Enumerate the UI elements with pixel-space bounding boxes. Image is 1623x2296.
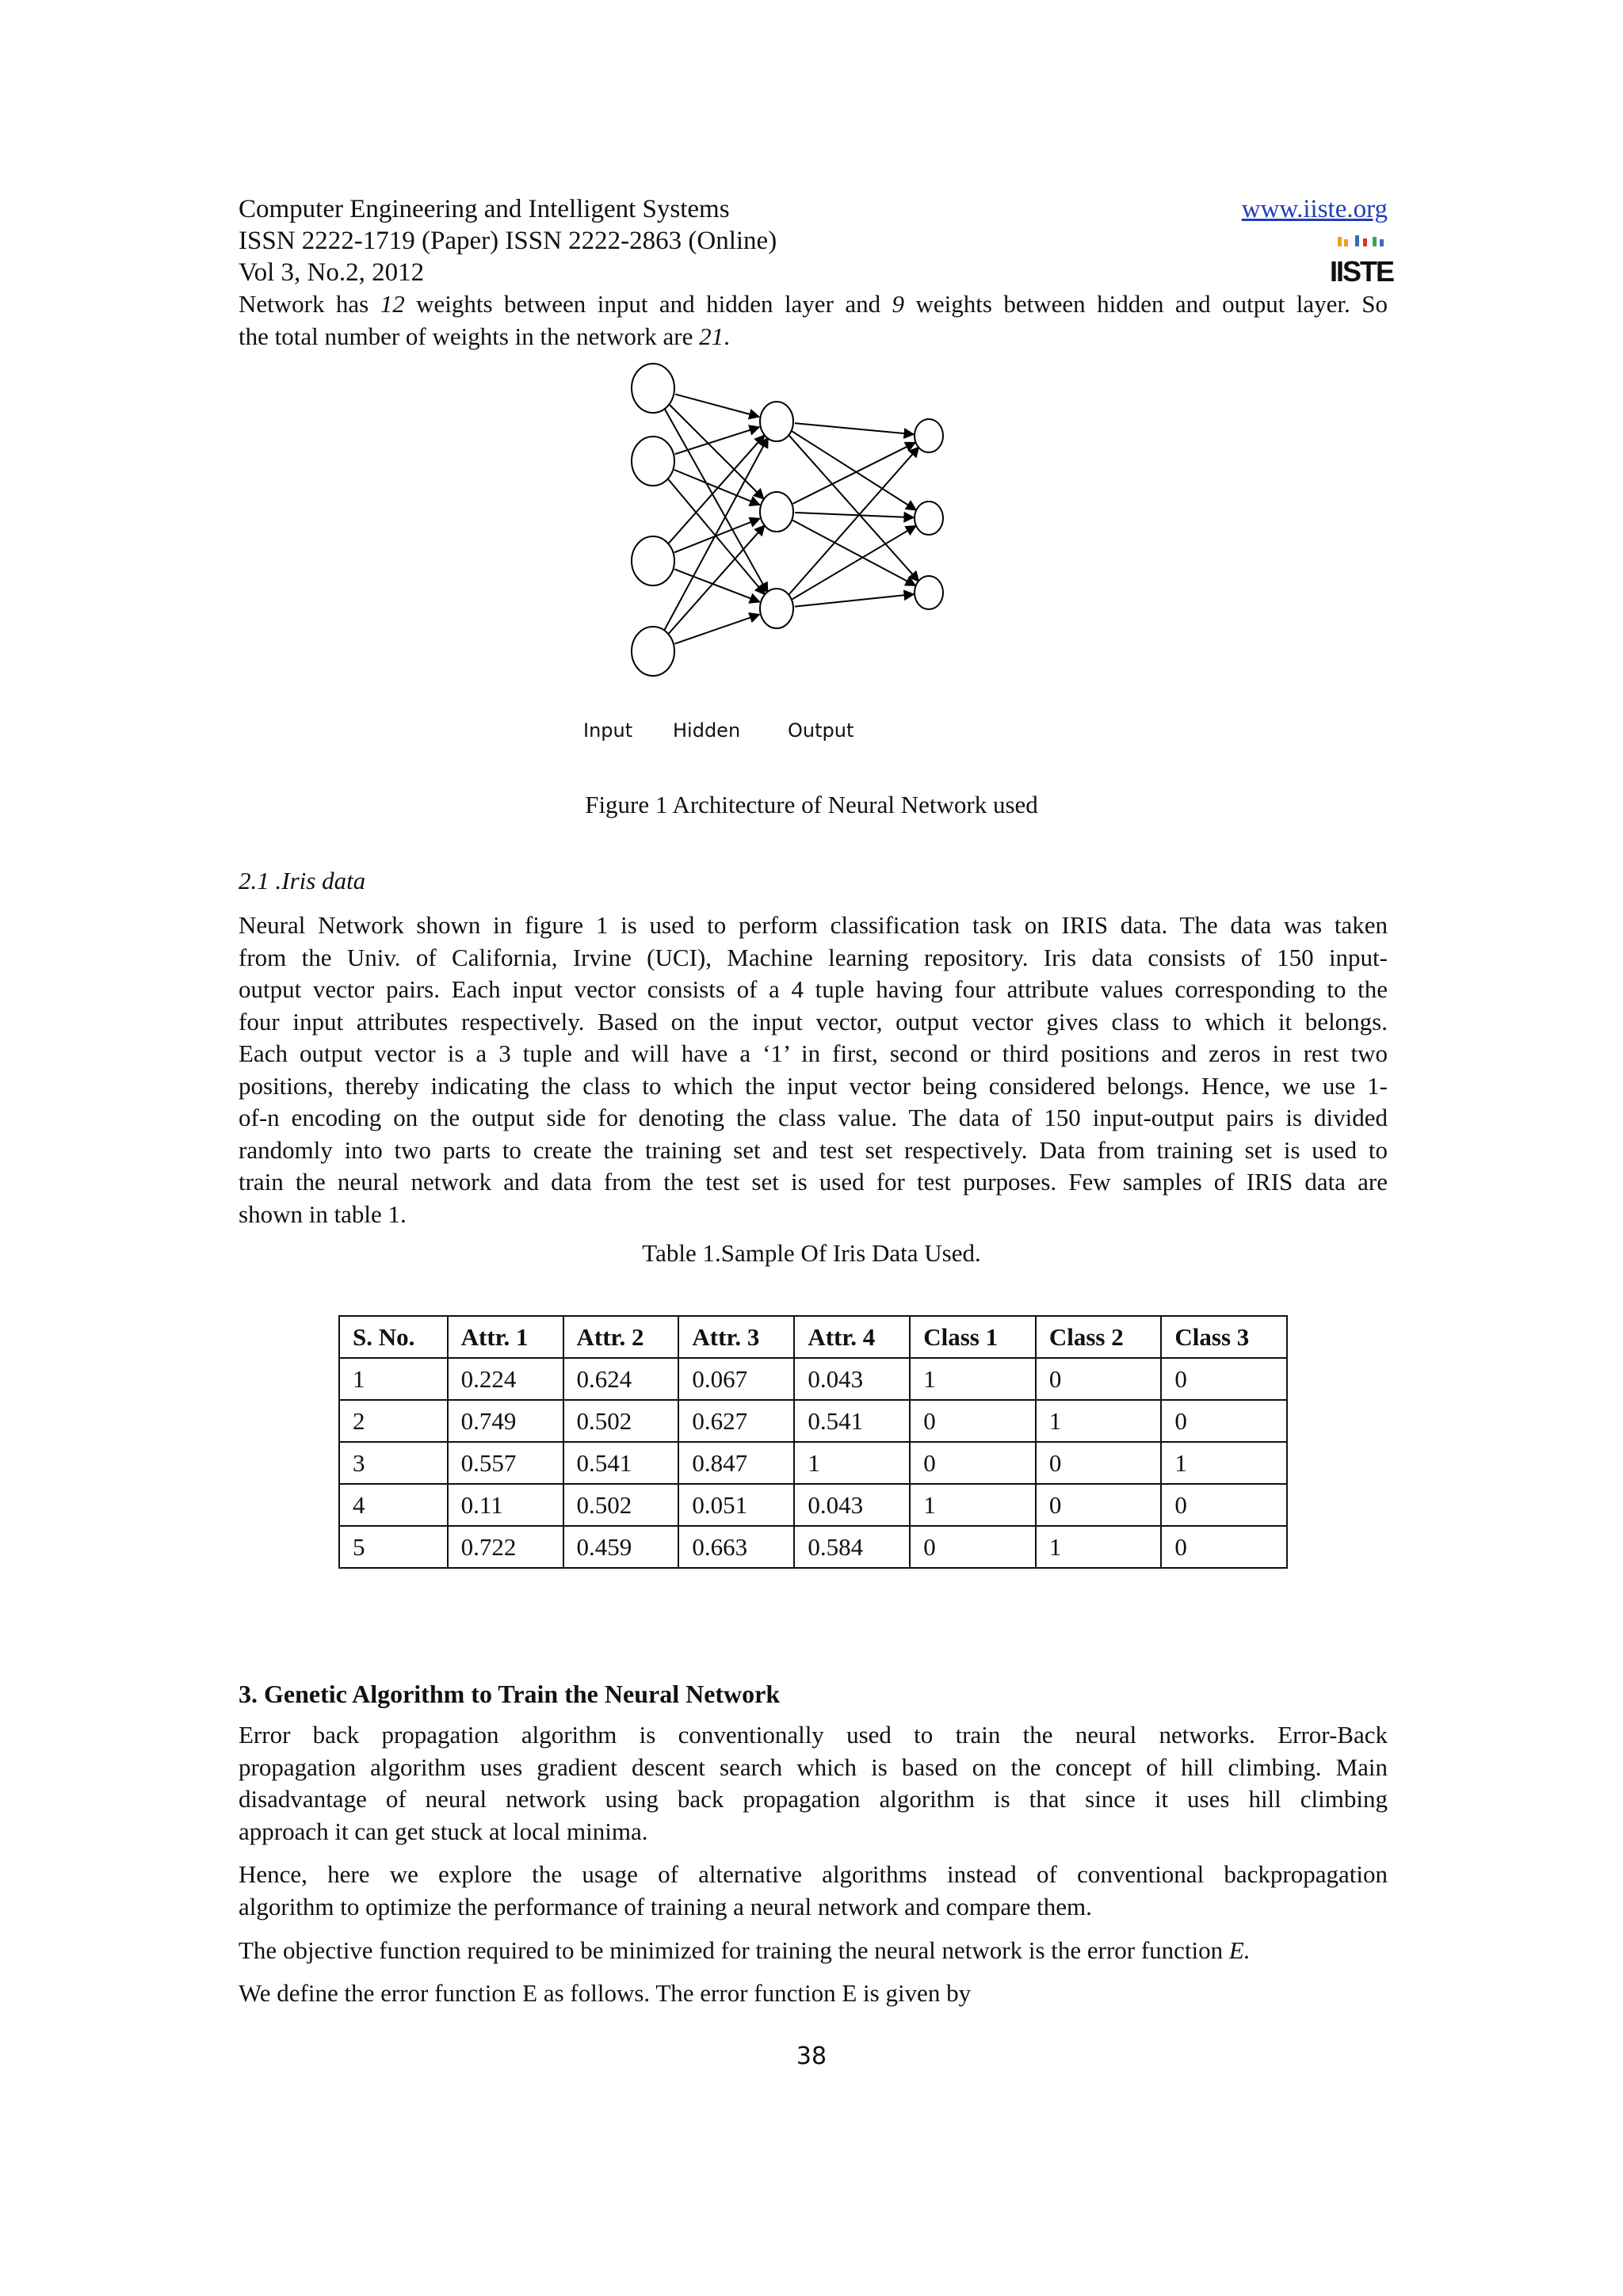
network-connection [675, 395, 759, 417]
s3-p3-line: The objective function required to be minimized for training the neural network is the error function E. [239, 1936, 1251, 1964]
input-neuron [632, 627, 674, 676]
output-neuron [915, 502, 943, 535]
hidden-neuron [760, 492, 793, 532]
input-neuron [632, 536, 674, 585]
table-cell: 1 [910, 1484, 1036, 1526]
s3-p1-line: approach it can get stuck at local minima. [239, 1817, 648, 1845]
table-caption: Table 1.Sample Of Iris Data Used. [642, 1239, 981, 1267]
table-header-cell: Class 3 [1161, 1316, 1287, 1358]
table-cell: 2 [339, 1400, 448, 1442]
volume-line: Vol 3, No.2, 2012 [239, 258, 425, 287]
network-connection [792, 521, 915, 585]
hidden-neuron [760, 402, 793, 441]
table-row [339, 1400, 1287, 1442]
input-neuron [632, 437, 674, 486]
table-cell: 0 [1036, 1358, 1162, 1400]
table-header-cell: S. No. [339, 1316, 448, 1358]
table-row [339, 1358, 1287, 1400]
table-cell: 1 [1036, 1400, 1162, 1442]
network-connection [795, 423, 914, 434]
table-header-cell: Attr. 4 [794, 1316, 910, 1358]
table-cell: 0 [1036, 1442, 1162, 1484]
iiste-logo-graphic [1329, 235, 1394, 288]
s3-p2-line: Hence, here we explore the usage of alternative algorithms instead of conventional backpropagation [239, 1860, 1388, 1888]
section-3-paragraph-1 [239, 1719, 1388, 1848]
table-cell: 4 [339, 1484, 448, 1526]
s21-line: positions, thereby indicating the class to which the input vector being considered belongs. Hence, we use 1- [239, 1071, 1388, 1100]
table-cell: 0.624 [563, 1358, 679, 1400]
s3-p1-line: propagation algorithm uses gradient descent search which is based on the concept of hill climbing. Main [239, 1753, 1388, 1781]
table-cell: 0 [1161, 1358, 1287, 1400]
table-cell: 0 [1036, 1484, 1162, 1526]
table-header-cell: Class 2 [1036, 1316, 1162, 1358]
s3-p4-line: We define the error function E as follows. The error function E is given by [239, 1979, 972, 2007]
table-cell: 0.557 [448, 1442, 563, 1484]
table-cell: 0.627 [678, 1400, 794, 1442]
section-2-1-paragraph [239, 910, 1388, 1230]
network-connection [789, 435, 918, 582]
table-row [339, 1526, 1287, 1568]
issn-line: ISSN 2222-1719 (Paper) ISSN 2222-2863 (Online) [239, 227, 777, 255]
section-3-paragraph-3 [239, 1935, 1388, 1967]
table-cell: 1 [339, 1358, 448, 1400]
journal-title: Computer Engineering and Intelligent Systems [239, 195, 730, 223]
section-3-paragraph-4 [239, 1978, 1388, 2010]
table-cell: 0.541 [563, 1442, 679, 1484]
section-3-paragraph-2 [239, 1859, 1388, 1923]
s21-line: output vector pairs. Each input vector consists of a 4 tuple having four attribute values corresponding to the [239, 975, 1388, 1003]
table-cell: 0.11 [448, 1484, 563, 1526]
journal-url-link[interactable]: www.iiste.org [1241, 195, 1388, 223]
iiste-logo-text: IISTE [1329, 255, 1394, 288]
s21-line: of-n encoding on the output side for denoting the class value. The data of 150 input-output pairs is divided [239, 1104, 1388, 1131]
network-connection [795, 594, 914, 607]
table-cell: 0 [1161, 1484, 1287, 1526]
table-cell: 0 [1161, 1526, 1287, 1568]
table-header-cell: Attr. 2 [563, 1316, 679, 1358]
output-neuron [915, 576, 943, 609]
table-cell: 1 [910, 1358, 1036, 1400]
table-header-cell: Attr. 3 [678, 1316, 794, 1358]
iiste-logo [1329, 235, 1394, 288]
table-cell: 0.663 [678, 1526, 794, 1568]
s3-p1-line: Error back propagation algorithm is conventionally used to train the neural networks. Error-Back [239, 1721, 1388, 1749]
table-cell: 0.749 [448, 1400, 563, 1442]
table-cell: 0.502 [563, 1400, 679, 1442]
table-cell: 3 [339, 1442, 448, 1484]
network-connection [675, 427, 759, 454]
table-cell: 0.051 [678, 1484, 794, 1526]
s21-line: shown in table 1. [239, 1199, 407, 1228]
table-cell: 0.541 [794, 1400, 910, 1442]
table-cell: 5 [339, 1526, 448, 1568]
s21-line: train the neural network and data from the test set is used for test purposes. Few samples of IRIS data are [239, 1168, 1388, 1196]
input-neuron [632, 364, 674, 413]
table-cell: 0.043 [794, 1358, 910, 1400]
table-cell: 0 [910, 1526, 1036, 1568]
s3-p2-line: algorithm to optimize the performance of training a neural network and compare them. [239, 1892, 1092, 1920]
neural-network-figure [618, 357, 967, 689]
table-cell: 0 [910, 1442, 1036, 1484]
network-connection [664, 437, 768, 631]
table-cell: 0 [1161, 1400, 1287, 1442]
input-layer-label: Input [583, 719, 633, 742]
table-cell: 0.043 [794, 1484, 910, 1526]
table-cell: 0 [910, 1400, 1036, 1442]
network-connection [674, 615, 759, 644]
table-cell: 1 [1161, 1442, 1287, 1484]
output-layer-label: Output [788, 719, 854, 742]
iris-data-table [338, 1315, 1288, 1569]
s21-line: Each output vector is a 3 tuple and will have a ‘1’ in first, second or third positions and zeros in rest two [239, 1039, 1388, 1067]
table-cell: 0.502 [563, 1484, 679, 1526]
network-connection [674, 518, 760, 552]
table-header-row [339, 1316, 1287, 1358]
neural-network-diagram [618, 357, 967, 689]
network-connection [792, 526, 916, 600]
intro-line-1: Network has 12 weights between input and hidden layer and 9 weights between hidden and output layer. So [239, 290, 1388, 318]
s21-line: randomly into two parts to create the training set and test set respectively. Data from training set is used to [239, 1135, 1388, 1164]
output-neuron [915, 419, 943, 452]
table-cell: 0.722 [448, 1526, 563, 1568]
figure-caption: Figure 1 Architecture of Neural Network used [585, 791, 1038, 818]
s21-line: four input attributes respectively. Based on the input vector, output vector gives class to which it belongs. [239, 1007, 1388, 1035]
network-connection [795, 513, 914, 517]
table-cell: 0.584 [794, 1526, 910, 1568]
hidden-layer-label: Hidden [673, 719, 741, 742]
network-connection [664, 408, 768, 593]
s21-line: from the Univ. of California, Irvine (UCI), Machine learning repository. Iris data consists of 150 input- [239, 943, 1388, 971]
table-cell: 0.224 [448, 1358, 563, 1400]
intro-paragraph [239, 288, 1388, 353]
hidden-neuron [760, 589, 793, 628]
table-cell: 1 [1036, 1526, 1162, 1568]
table-header-cell: Class 1 [910, 1316, 1036, 1358]
table-cell: 0.067 [678, 1358, 794, 1400]
intro-line-2: the total number of weights in the network are 21. [239, 322, 730, 350]
s21-line: Neural Network shown in figure 1 is used to perform classification task on IRIS data. The data was taken [239, 911, 1388, 939]
table-header-cell: Attr. 1 [448, 1316, 563, 1358]
table-cell: 0.459 [563, 1526, 679, 1568]
s3-p1-line: disadvantage of neural network using back propagation algorithm is that since it uses hill climbing [239, 1785, 1388, 1813]
network-connection [789, 447, 918, 594]
page-number: 38 [796, 2042, 827, 2070]
section-3-title: 3. Genetic Algorithm to Train the Neural Network [239, 1680, 781, 1708]
table-cell: 0.847 [678, 1442, 794, 1484]
table-cell: 1 [794, 1442, 910, 1484]
section-2-1-title: 2.1 .Iris data [239, 867, 366, 894]
table-row [339, 1484, 1287, 1526]
table-row [339, 1442, 1287, 1484]
